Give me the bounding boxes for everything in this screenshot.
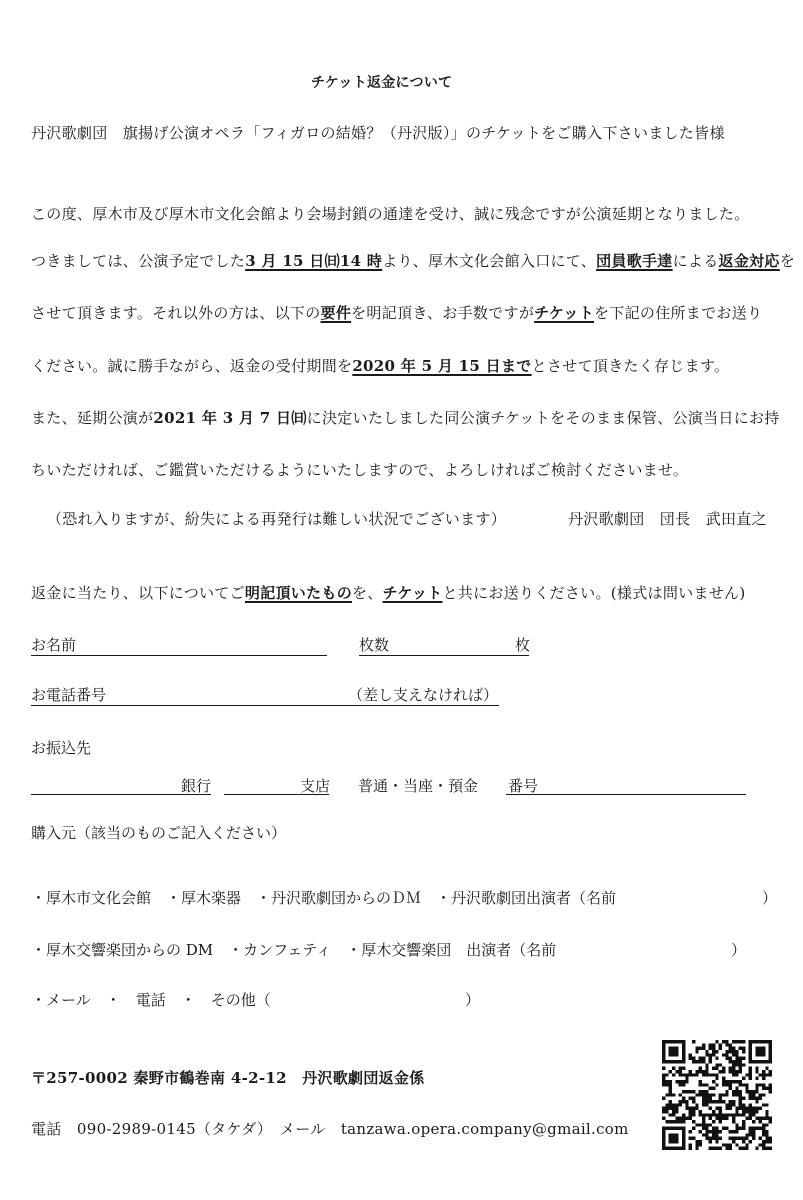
bank-field-line[interactable]	[31, 794, 211, 795]
qr-code-icon[interactable]	[662, 1040, 772, 1150]
paragraph-2: つきましては、公演予定でした3 月 15 日㈰14 時より、厚木文化会館入口にて、団員歌手達による返金対応を	[31, 252, 796, 270]
contact-info: 電話 090-2989-0145（タケダ） メール tanzawa.opera.company@gmail.com	[31, 1120, 629, 1138]
count-label: 枚数	[359, 636, 390, 654]
source-row-2: ・厚木交響楽団からの DM ・カンフェティ ・厚木交響楽団 出演者（名前	[31, 941, 557, 959]
performance-date: 3 月 15 日㈰14 時	[245, 252, 383, 270]
paragraph-4: ください。誠に勝手ながら、返金の受付期間を2020 年 5 月 15 日までとさせて頂きたく存じます。	[31, 357, 730, 375]
greeting: 丹沢歌劇団 旗揚げ公演オペラ「フィガロの結婚？（丹沢版）」のチケットをご購入下さいました皆様	[31, 124, 725, 142]
bank-label: 銀行	[181, 777, 212, 795]
count-field-line[interactable]	[359, 655, 529, 656]
document-title: チケット返金について	[311, 75, 453, 91]
phone-field-line[interactable]	[31, 705, 499, 706]
paragraph-5: また、延期公演が2021 年 3 月 7 日㈰に決定いたしました同公演チケットをそのまま保管、公演当日にお持	[31, 409, 780, 427]
qr-code-image	[662, 1040, 772, 1150]
name-label: お名前	[31, 636, 77, 654]
branch-label: 支店	[300, 777, 331, 795]
paragraph-3: させて頂きます。それ以外の方は、以下の要件を明記頂き、お手数ですがチケットを下記の住所までお送り	[31, 304, 763, 322]
phone-label: お電話番号	[31, 686, 107, 704]
return-address: 〒257-0002 秦野市鶴巻南 4-2-12 丹沢歌劇団返金係	[31, 1069, 425, 1087]
source-label: 購入元（該当のものご記入ください）	[31, 824, 287, 842]
number-label: 番号	[508, 777, 539, 795]
phone-note: （差し支えなければ）	[348, 686, 499, 704]
name-field-line[interactable]	[31, 655, 327, 656]
transfer-label: お振込先	[31, 739, 92, 757]
count-unit: 枚	[515, 636, 531, 654]
source-row-3-close: ）	[465, 991, 481, 1009]
instructions: 返金に当たり、以下についてご明記頂いたものを、チケットと共にお送りください。(様式は問いません)	[31, 584, 746, 602]
account-types: 普通・当座・預金	[358, 777, 479, 795]
source-row-3: ・メール ・ 電話 ・ その他（	[31, 991, 271, 1009]
source-row-2-close: ）	[731, 941, 747, 959]
signature: 丹沢歌劇団 団長 武田直之	[568, 510, 767, 528]
paragraph-1: この度、厚木市及び厚木市文化会館より会場封鎖の通達を受け、誠に残念ですが公演延期となりました。	[31, 205, 750, 223]
refund-deadline: 2020 年 5 月 15 日まで	[352, 357, 532, 375]
reissue-note: （恐れ入りますが、紛失による再発行は難しい状況でございます）	[47, 510, 507, 528]
source-row-1: ・厚木市文化会館 ・厚木楽器 ・丹沢歌劇団からのＤＭ ・丹沢歌劇団出演者（名前	[31, 889, 617, 907]
branch-field-line[interactable]	[224, 794, 329, 795]
postponed-date: 2021 年 3 月 7 日㈰	[153, 409, 307, 427]
source-row-1-close: ）	[762, 889, 778, 907]
number-field-line[interactable]	[506, 794, 746, 795]
paragraph-6: ちいただければ、ご鑑賞いただけるようにいたしますので、よろしければご検討くださいませ。	[31, 461, 689, 479]
